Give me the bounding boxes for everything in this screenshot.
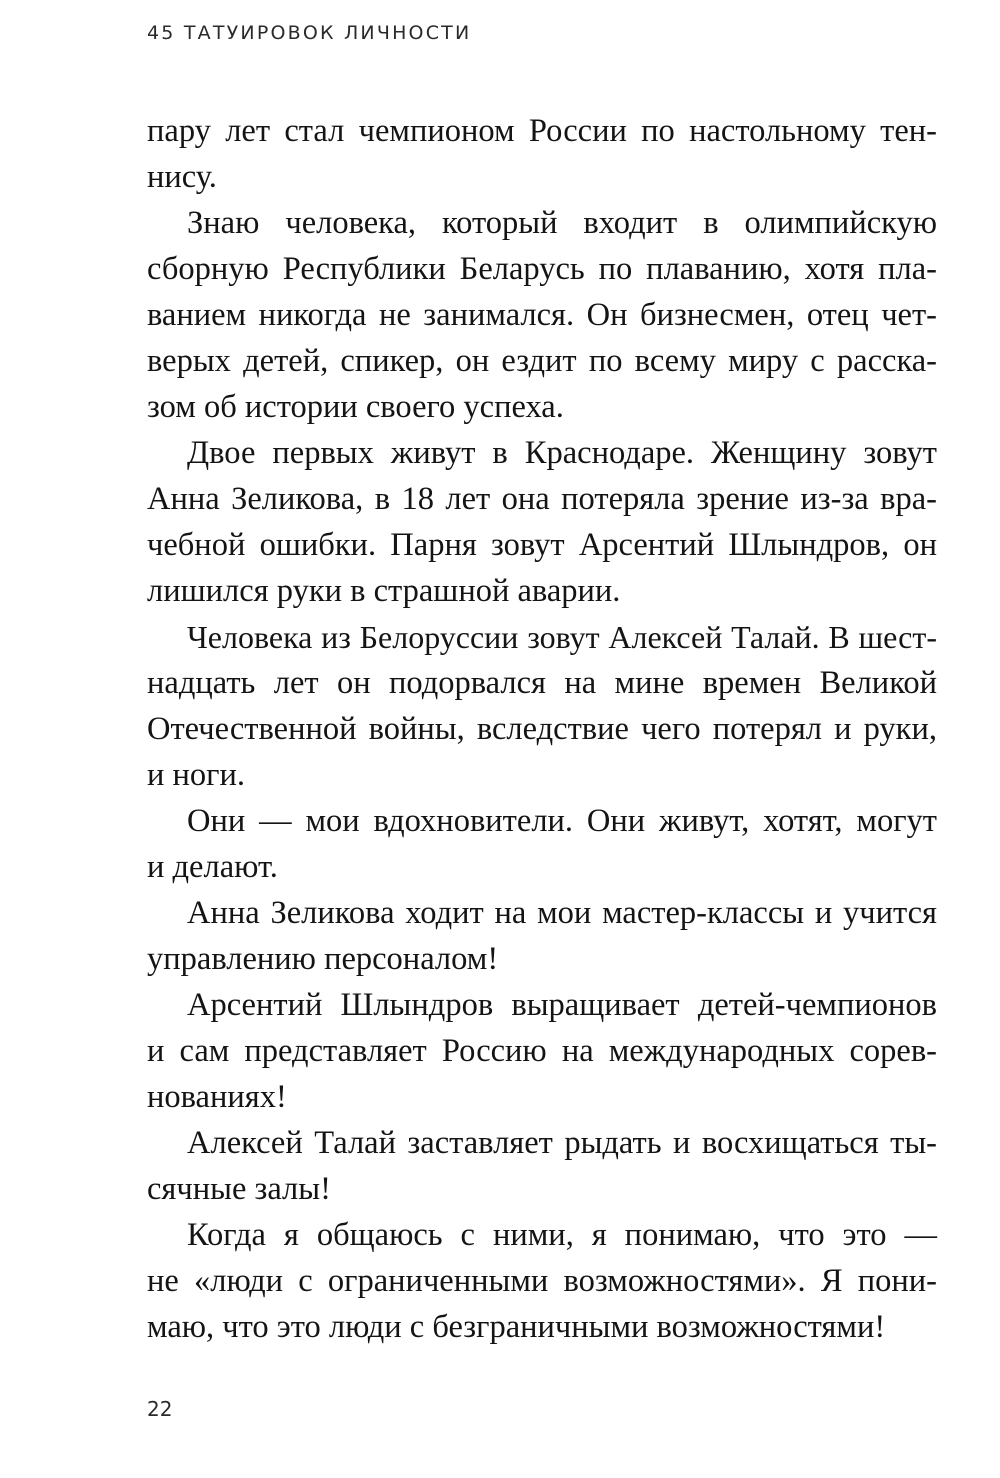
body-text — [147, 108, 937, 1350]
text-line: Анна Зеликова, в 18 лет она потеряла зрение из-за вра- — [147, 481, 937, 517]
text-line: Двое первых живут в Краснодаре. Женщину зовут — [187, 435, 937, 471]
text-line: и сам представляет Россию на международных сорев- — [147, 1033, 937, 1069]
text-line: Отечественной войны, вследствие чего потерял и руки, — [147, 711, 937, 747]
text-line: Когда я общаюсь с ними, я понимаю, что это — — [187, 1217, 937, 1253]
running-head-title: 45 ТАТУИРОВОК ЛИЧНОСТИ — [147, 22, 472, 44]
text-line: Анна Зеликова ходит на мои мастер-классы и учится — [187, 895, 937, 931]
text-line: управлению персоналом! — [147, 941, 499, 977]
text-line: сячные залы! — [147, 1171, 331, 1207]
page-number: 22 — [147, 1397, 173, 1421]
paragraph — [147, 1212, 937, 1350]
paragraph — [147, 1120, 937, 1212]
text-line: Человека из Белоруссии зовут Алексей Талай. В шест- — [187, 619, 937, 655]
text-line: Алексей Талай заставляет рыдать и восхищаться ты- — [187, 1125, 937, 1161]
text-line: верых детей, спикер, он ездит по всему миру с расска- — [147, 343, 937, 379]
text-line: нису. — [147, 159, 217, 195]
paragraph — [147, 982, 937, 1120]
text-line: зом об истории своего успеха. — [147, 389, 564, 425]
paragraph — [147, 108, 937, 200]
paragraph — [147, 200, 937, 430]
paragraph — [147, 798, 937, 890]
paragraph — [147, 430, 937, 614]
text-line: нованиях! — [147, 1079, 287, 1115]
text-line: и делают. — [147, 849, 278, 885]
text-line: не «люди с ограниченными возможностями». Я пони- — [147, 1263, 937, 1299]
paragraph — [147, 614, 937, 798]
paragraph — [147, 890, 937, 982]
text-line: Арсентий Шлындров выращивает детей-чемпионов — [187, 987, 937, 1023]
text-line: надцать лет он подорвался на мине времен Великой — [147, 665, 937, 701]
text-line: лишился руки в страшной аварии. — [147, 573, 621, 609]
text-line: пару лет стал чемпионом России по настольному тен- — [147, 113, 937, 149]
text-line: ванием никогда не занимался. Он бизнесмен, отец чет- — [147, 297, 937, 333]
text-line: и ноги. — [147, 757, 246, 793]
text-line: сборную Республики Беларусь по плаванию, хотя пла- — [147, 251, 937, 287]
text-line: Они — мои вдохновители. Они живут, хотят, могут — [187, 803, 937, 839]
text-line: Знаю человека, который входит в олимпийскую — [187, 205, 937, 241]
text-line: чебной ошибки. Парня зовут Арсентий Шлындров, он — [147, 527, 937, 563]
text-line: маю, что это люди с безграничными возможностями! — [147, 1309, 886, 1345]
